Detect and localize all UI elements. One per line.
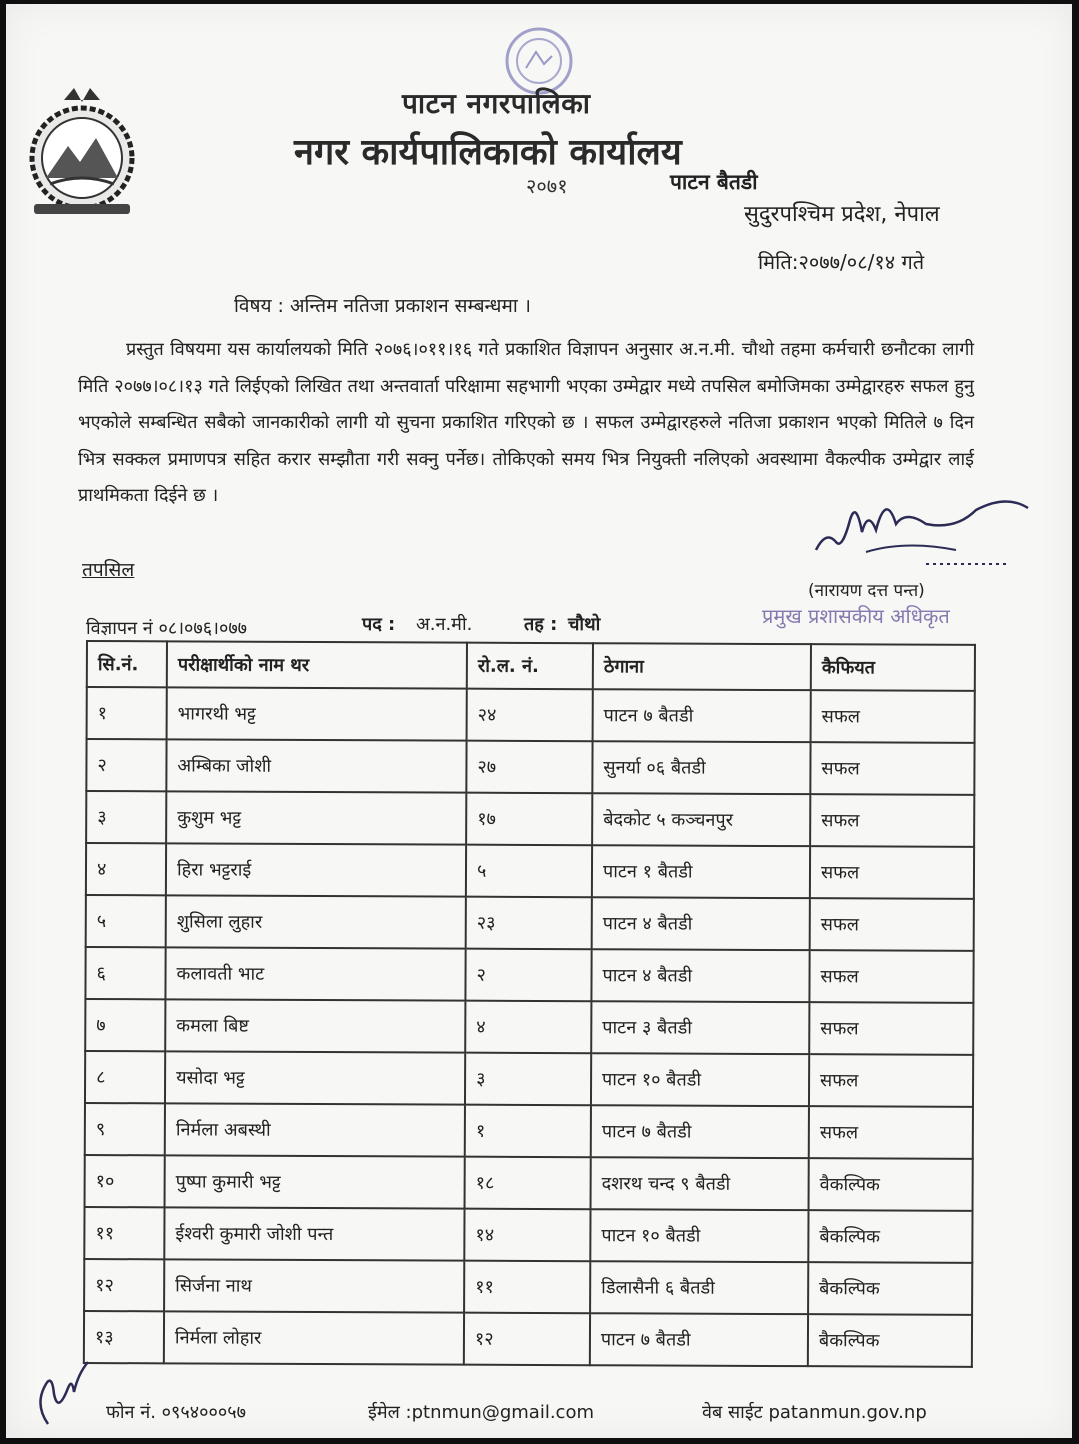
cell-roll: १७ <box>466 793 592 846</box>
notice-date: मिति:२०७७/०८/१४ गते <box>758 250 925 274</box>
cell-address: पाटन १० बैतडी <box>591 1053 809 1106</box>
cell-roll: २४ <box>467 689 593 742</box>
post-label: पद : <box>362 614 396 635</box>
cell-remarks: सफल <box>810 794 974 847</box>
cell-serial: ६ <box>85 947 165 999</box>
cell-serial: १ <box>87 687 167 739</box>
cell-name: कुशुम भट्ट <box>166 791 466 844</box>
cell-name: यसोदा भट्ट <box>165 1051 465 1104</box>
cell-roll: १४ <box>464 1209 590 1262</box>
cell-serial: ९ <box>85 1103 165 1155</box>
cell-name: कलावती भाट <box>165 947 465 1000</box>
cell-serial: ८ <box>85 1051 165 1103</box>
cell-serial: १० <box>85 1155 165 1207</box>
cell-remarks: सफल <box>809 950 973 1003</box>
cell-address: सुनर्या ०६ बैतडी <box>592 741 810 794</box>
nepal-emblem-icon <box>16 86 146 221</box>
table-row <box>87 687 975 743</box>
cell-serial: १२ <box>84 1259 164 1311</box>
cell-name: निर्मला अबस्थी <box>165 1103 465 1156</box>
province-name: सुदुरपश्चिम प्रदेश, नेपाल <box>744 202 940 227</box>
level-label: तह : <box>524 614 558 635</box>
header-remarks: कैफियत <box>811 644 975 691</box>
cell-name: निर्मला लोहार <box>164 1311 464 1364</box>
header-address: ठेगाना <box>593 643 811 690</box>
cell-address: पाटन ४ बैतडी <box>591 949 809 1002</box>
header-name: परीक्षार्थीको नाम थर <box>167 641 467 688</box>
cell-roll: २ <box>465 949 591 1002</box>
handwritten-initials <box>28 1354 98 1434</box>
header-roll: रो.ल. नं. <box>467 643 593 690</box>
cell-serial: ४ <box>86 843 166 895</box>
table-header-row <box>87 641 975 691</box>
cell-name: अम्बिका जोशी <box>166 739 466 792</box>
cell-roll: २३ <box>466 897 592 950</box>
table-row <box>85 999 973 1055</box>
cell-address: पाटन ७ बैतडी <box>590 1313 808 1366</box>
cell-serial: १३ <box>84 1311 164 1363</box>
cell-remarks: सफल <box>809 1054 973 1107</box>
cell-remarks: सफल <box>809 1002 973 1055</box>
header-serial: सि.नं. <box>87 641 167 687</box>
table-row <box>85 1103 973 1159</box>
municipality-name: पाटन नगरपालिका <box>402 87 591 120</box>
table-row <box>86 895 974 951</box>
table-row <box>84 1207 972 1263</box>
advert-number: विज्ञापन नं ०८।०७६।०७७ <box>86 618 248 639</box>
cell-address: पाटन १० बैतडी <box>590 1209 808 1262</box>
cell-serial: ३ <box>86 791 166 843</box>
cell-roll: ११ <box>464 1261 590 1314</box>
cell-roll: ५ <box>466 845 592 898</box>
cell-name: सिर्जना नाथ <box>164 1259 464 1312</box>
cell-address: पाटन ७ बैतडी <box>591 1105 809 1158</box>
table-row <box>85 1155 973 1211</box>
notice-subject: विषय : अन्तिम नतिजा प्रकाशन सम्बन्धमा । <box>234 295 532 317</box>
office-location: पाटन बैतडी <box>670 170 758 194</box>
footer-email: ईमेल :ptnmun@gmail.com <box>368 1402 594 1423</box>
post-value: अ.न.मी. <box>416 614 473 635</box>
results-table <box>83 640 976 1368</box>
cell-remarks: वैकल्पिक <box>809 1158 973 1211</box>
cell-roll: ३ <box>465 1053 591 1106</box>
table-row <box>86 843 974 899</box>
cell-address: पाटन ७ बैतडी <box>593 689 811 742</box>
cell-name: हिरा भट्टराई <box>166 843 466 896</box>
footer-phone: फोन नं. ०९५४०००५७ <box>106 1402 246 1423</box>
handwritten-signature <box>806 480 1036 576</box>
table-row <box>85 1051 973 1107</box>
footer-website: वेब साईट patanmun.gov.np <box>702 1402 927 1423</box>
cell-remarks: सफल <box>810 846 974 899</box>
table-row <box>86 791 974 847</box>
cell-name: पुष्पा कुमारी भट्ट <box>165 1155 465 1208</box>
cell-address: दशरथ चन्द ९ बैतडी <box>591 1157 809 1210</box>
cell-address: पाटन ४ बैतडी <box>592 897 810 950</box>
cell-remarks: बैकल्पिक <box>808 1314 972 1367</box>
notice-body: प्रस्तुत विषयमा यस कार्यालयको मिति २०७६।०११।१६ गते प्रकाशित विज्ञापन अनुसार अ.न.मी. चौथो तहमा कर्मचारी छनौटका लागी मिति २०७७।०८।१३ गते लिईएको लिखित तथा अन्तवार्ता परिक्षामा सहभागी भएका उम्मेद्वार मध्ये तपसिल बमोजिमका उम्मेद्वारहरु सफल हुनु भएकोले सम्बन्धित सबैको जानकारीको लागी यो सुचना प्रकाशित गरिएको छ । सफल उम्मेद्वारहरुले नतिजा प्रकाशन भएको मितिले ७ दिन भित्र सक्कल प्रमाणपत्र सहित करार सम्झौता गरी सक्नु पर्नेछ। तोकिएको समय भित्र नियुक्ती नलिएको अवस्थामा वैकल्पीक उम्मेद्वार लाई प्राथमिकता दिईने छ । <box>78 339 974 506</box>
signatory-name: (नारायण दत्त पन्त) <box>808 581 925 601</box>
cell-name: भागरथी भट्ट <box>167 687 467 740</box>
cell-address: पाटन ३ बैतडी <box>591 1001 809 1054</box>
table-row <box>86 739 974 795</box>
cell-address: डिलासैनी ६ बैतडी <box>590 1261 808 1314</box>
cell-remarks: बैकल्पिक <box>808 1210 972 1263</box>
table-row <box>84 1311 972 1367</box>
details-heading: तपसिल <box>82 559 135 581</box>
office-name: नगर कार्यपालिकाको कार्यालय <box>294 132 682 173</box>
cell-remarks: सफल <box>810 742 974 795</box>
signatory-title-stamp: प्रमुख प्रशासकीय अधिकृत <box>762 604 950 628</box>
established-year: २०७१ <box>526 174 568 198</box>
cell-address: पाटन १ बैतडी <box>592 845 810 898</box>
cell-name: ईश्वरी कुमारी जोशी पन्त <box>164 1207 464 1260</box>
cell-serial: ११ <box>84 1207 164 1259</box>
table-row <box>85 947 973 1003</box>
cell-name: कमला बिष्ट <box>165 999 465 1052</box>
cell-serial: २ <box>86 739 166 791</box>
cell-address: बेदकोट ५ कञ्चनपुर <box>592 793 810 846</box>
cell-roll: २७ <box>466 741 592 794</box>
cell-roll: ४ <box>465 1001 591 1054</box>
cell-roll: १२ <box>464 1313 590 1366</box>
cell-remarks: सफल <box>811 690 975 743</box>
cell-serial: ५ <box>86 895 166 947</box>
table-row <box>84 1259 972 1315</box>
cell-remarks: सफल <box>810 898 974 951</box>
cell-roll: १८ <box>465 1157 591 1210</box>
cell-remarks: बैकल्पिक <box>808 1262 972 1315</box>
level-value: चौथो <box>568 614 601 635</box>
cell-roll: १ <box>465 1105 591 1158</box>
cell-serial: ७ <box>85 999 165 1051</box>
cell-name: शुसिला लुहार <box>166 895 466 948</box>
notice-document <box>6 4 1072 1438</box>
cell-remarks: सफल <box>809 1106 973 1159</box>
